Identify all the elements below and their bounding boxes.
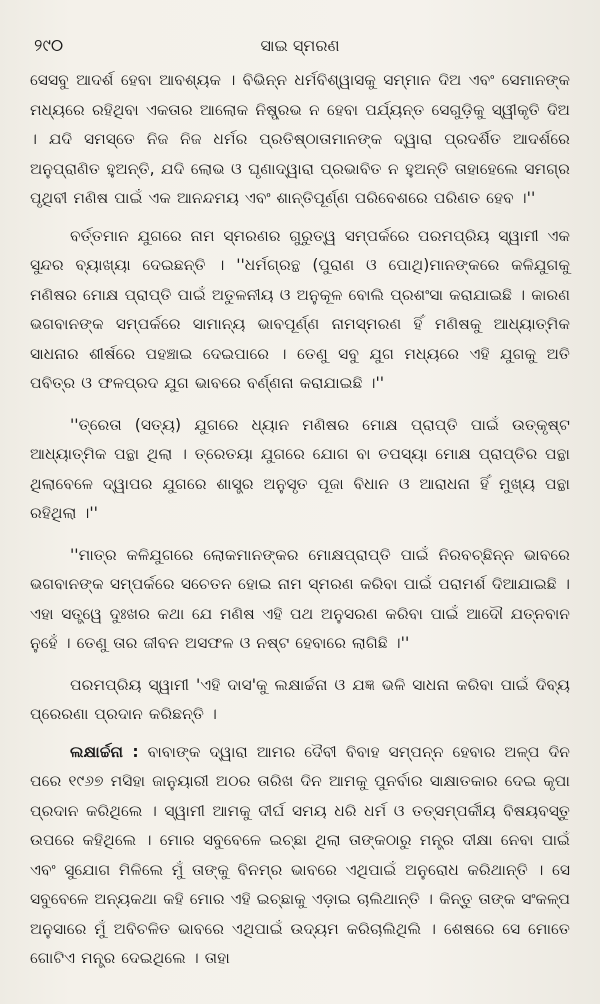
page-header <box>30 0 570 56</box>
paragraph-kaliyuga: ''ମାତ୍ର କଳିଯୁଗରେ ଲୋକମାନଙ୍କର ମୋକ୍ଷପ୍ରାପ୍ତି ପାଇଁ ନିରବଚ୍ଛିନ୍ନ ଭାବରେ ଭଗବାନଙ୍କ ସମ୍ପର୍କରେ ସଚେତନ ହୋଇ ନାମ ସ୍ମରଣ କରିବା ପାଇଁ ପରାମର୍ଶ ଦିଆଯାଇଛି । ଏହା ସତ୍ତ୍ୱେ ଦୁଃଖର କଥା ଯେ ମଣିଷ ଏହି ପଥ ଅନୁସରଣ କରିବା ପାଇଁ ଆଦୌ ଯତ୍ନବାନ ନୁହେଁ । ତେଣୁ ତାର ଜୀବନ ଅସଫଳ ଓ ନଷ୍ଟ ହେବାରେ ଲାଗିଛି ।'' <box>30 545 570 652</box>
paragraph-continuation: ସେସବୁ ଆଦର୍ଶ ହେବା ଆବଶ୍ୟକ । ବିଭିନ୍ନ ଧର୍ମବିଶ୍ୱାସକୁ ସମ୍ମାନ ଦିଅ ଏବଂ ସେମାନଙ୍କ ମଧ୍ୟରେ ରହିଥିବା ଏକତାର ଆଲୋକ ନିଷ୍ପ୍ରଭ ନ ହେବା ପର୍ଯ୍ୟନ୍ତ ସେଗୁଡ଼ିକୁ ସ୍ୱୀକୃତି ଦିଅ । ଯଦି ସମସ୍ତେ ନିଜ ନିଜ ଧର୍ମର ପ୍ରତିଷ୍ଠାତାମାନଙ୍କ ଦ୍ୱାରା ପ୍ରଦର୍ଶିତ ଆଦର୍ଶରେ ଅନୁପ୍ରାଣିତ ହୁଅନ୍ତି, ଯଦି ଲୋଭ ଓ ଘୃଣାଦ୍ୱାରା ପ୍ରଭାବିତ ନ ହୁଅନ୍ତି ତାହାହେଲେ ସମଗ୍ର ପୃଥିବୀ ମଣିଷ ପାଇଁ ଏକ ଆନନ୍ଦମୟ ଏବଂ ଶାନ୍ତିପୂର୍ଣ୍ଣ ପରିବେଶରେ ପରିଣତ ହେବ ।'' <box>30 71 570 207</box>
running-title: ସାଇ ସ୍ମରଣ <box>260 36 340 55</box>
paragraph-yugas: ''ତ୍ରେତା (ସତ୍ୟ) ଯୁଗରେ ଧ୍ୟାନ ମଣିଷର ମୋକ୍ଷ ପ୍ରାପ୍ତି ପାଇଁ ଉତ୍କୃଷ୍ଟ ଆଧ୍ୟାତ୍ମିକ ପନ୍ଥା ଥିଲା । ତ୍ରେତୟା ଯୁଗରେ ଯୋଗ ବା ତପସ୍ୟା ମୋକ୍ଷ ପ୍ରାପ୍ତିର ପନ୍ଥା ଥିଲାବେଳେ ଦ୍ୱାପର ଯୁଗରେ ଶାସ୍ତ୍ର ଅନୁସୃତ ପୂଜା ବିଧାନ ଓ ଆରାଧନା ହିଁ ମୁଖ୍ୟ ପନ୍ଥା ରହିଥିଲା ।'' <box>30 415 570 522</box>
paragraph-laksharchana-text: ବାବାଙ୍କ ଦ୍ୱାରା ଆମର ଦୈବୀ ବିବାହ ସମ୍ପନ୍ନ ହେବାର ଅଳ୍ପ ଦିନ ପରେ ୧୯୬୭ ମସିହା ଜାନୁୟାରୀ ଅଠର ତାରିଖ ଦିନ ଆମକୁ ପୁନର୍ବାର ସାକ୍ଷାତକାର ଦେଇ କୃପା ପ୍ରଦାନ କରିଥିଲେ । ସ୍ୱାମୀ ଆମକୁ ଦୀର୍ଘ ସମୟ ଧରି ଧର୍ମ ଓ ତତ୍ସମ୍ପର୍କୀୟ ବିଷୟବସ୍ତୁ ଉପରେ କହିଥିଲେ । ମୋର ସବୁବେଳେ ଇଚ୍ଛା ଥିଲା ତାଙ୍କଠାରୁ ମନ୍ତ୍ର ଦୀକ୍ଷା ନେବା ପାଇଁ ଏବଂ ସୁଯୋଗ ମିଳିଲେ ମୁଁ ତାଙ୍କୁ ବିନମ୍ର ଭାବରେ ଏଥିପାଇଁ ଅନୁରୋଧ କରିଥାନ୍ତି । ସେ ସବୁବେଳେ ଅନ୍ୟକଥା କହି ମୋର ଏହି ଇଚ୍ଛାକୁ ଏଡ଼ାଇ ଚାଲିଥାନ୍ତି । କିନ୍ତୁ ତାଙ୍କ ସଂକଳ୍ପ ଅନୁସାରେ ମୁଁ ଅବିଚଳିତ ଭାବରେ ଏଥିପାଇଁ ଉଦ୍ୟମ କରିଚାଲିଥିଲି । ଶେଷରେ ସେ ମୋତେ ଗୋଟିଏ ମନ୍ତ୍ର ଦେଇଥିଲେ । ତାହା <box>30 742 570 967</box>
paragraph-name-remembrance: ବର୍ତ୍ତମାନ ଯୁଗରେ ନାମ ସ୍ମରଣର ଗୁରୁତ୍ୱ ସମ୍ପର୍କରେ ପରମପ୍ରିୟ ସ୍ୱାମୀ ଏକ ସୁନ୍ଦର ବ୍ୟାଖ୍ୟା ଦେଇଛନ୍ତି । ''ଧର୍ମଗ୍ରନ୍ଥ (ପୁରାଣ ଓ ପୋଥି)ମାନଙ୍କରେ କଳିଯୁଗକୁ ମଣିଷର ମୋକ୍ଷ ପ୍ରାପ୍ତି ପାଇଁ ଅତୁଳନୀୟ ଓ ଅନୁକୂଳ ବୋଲି ପ୍ରଶଂସା କରାଯାଇଛି । କାରଣ ଭଗବାନଙ୍କ ସମ୍ପର୍କରେ ସାମାନ୍ୟ ଭାବପୂର୍ଣ୍ଣ ନାମସ୍ମରଣ ହିଁ ମଣିଷକୁ ଆଧ୍ୟାତ୍ମିକ ସାଧନାର ଶୀର୍ଷରେ ପହଞ୍ଚାଇ ଦେଇପାରେ । ତେଣୁ ସବୁ ଯୁଗ ମଧ୍ୟରେ ଏହି ଯୁଗକୁ ଅତି ପବିତ୍ର ଓ ଫଳପ୍ରଦ ଯୁଗ ଭାବରେ ବର୍ଣ୍ଣନା କରାଯାଇଛି ।'' <box>30 226 570 392</box>
section-lead-laksharchana: ଲକ୍ଷାର୍ଚ୍ଚନା : <box>70 742 139 761</box>
paragraph-laksharchana <box>30 738 570 974</box>
page-number: ୨୯୦ <box>34 36 64 56</box>
paragraph-inspiration: ପରମପ୍ରିୟ ସ୍ୱାମୀ 'ଏହି ଦାସ'କୁ ଲକ୍ଷାର୍ଚ୍ଚନା ଓ ଯଜ୍ଞ ଭଳି ସାଧନା କରିବା ପାଇଁ ଦିବ୍ୟ ପ୍ରେରଣା ପ୍ରଦାନ କରିଛନ୍ତି । <box>30 675 570 723</box>
body-text <box>30 66 570 974</box>
